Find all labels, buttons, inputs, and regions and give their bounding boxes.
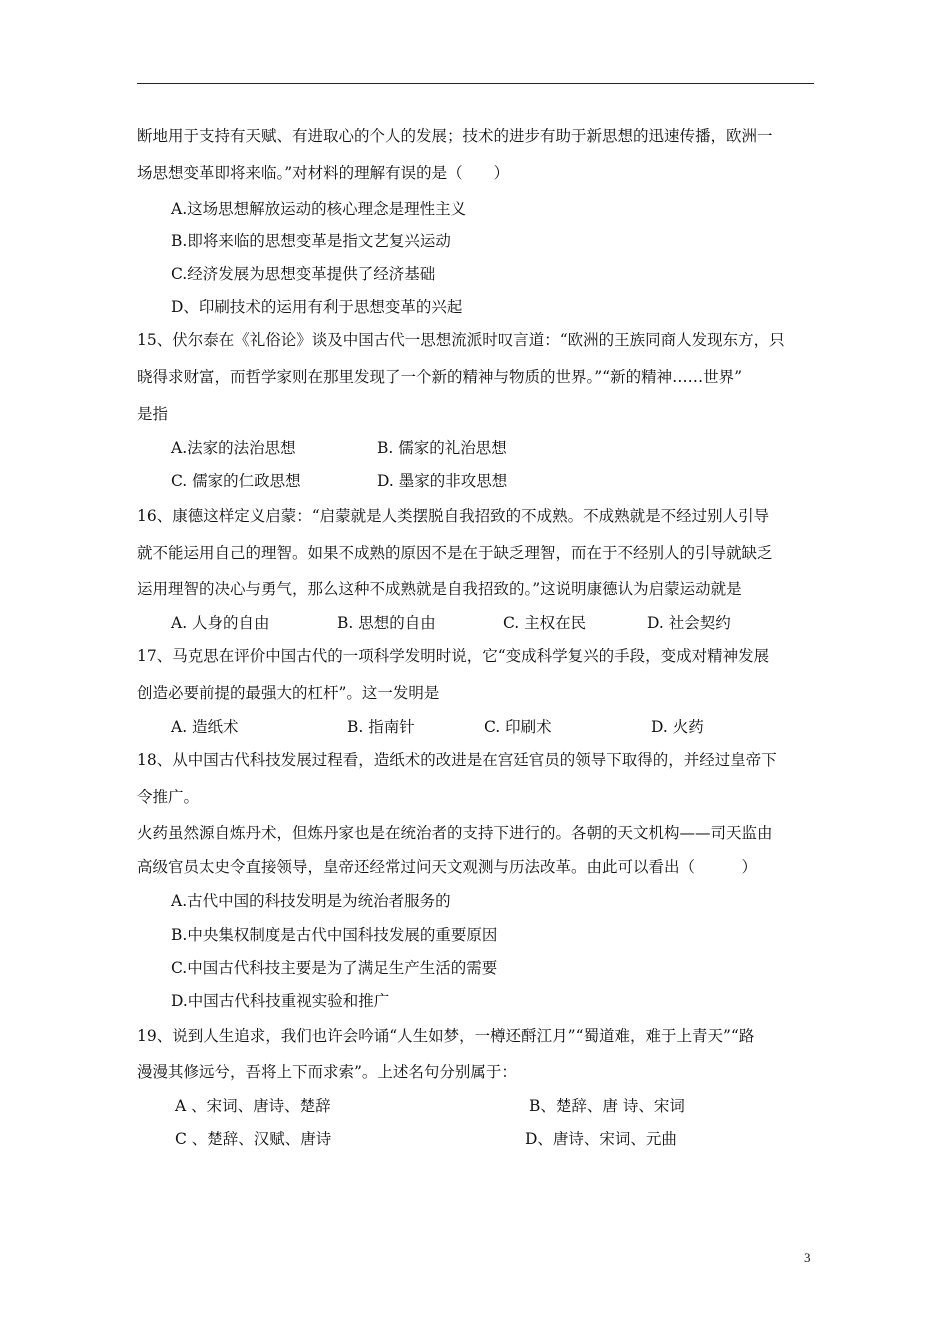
- q16-option-a: A. 人身的自由: [171, 614, 270, 632]
- q15-stem-line-1: 15、伏尔泰在《礼俗论》谈及中国古代一思想流派时叹言道：“欧洲的王族同商人发现东方，只: [137, 331, 785, 349]
- q14-line-2: 场思想变革即将来临。”对材料的理解有误的是（ ）: [137, 164, 510, 182]
- q14-option-d: D、印刷技术的运用有利于思想变革的兴起: [171, 298, 463, 316]
- q19-option-a: A 、宋词、唐诗、楚辞: [175, 1097, 331, 1115]
- q15-stem-line-3: 是指: [137, 405, 169, 423]
- q18-option-b: B.中央集权制度是古代中国科技发展的重要原因: [171, 926, 498, 944]
- q15-stem-line-2: 晓得求财富，而哲学家则在那里发现了一个新的精神与物质的世界。”“新的精神……世界”: [137, 368, 743, 386]
- q18-option-c: C.中国古代科技主要是为了满足生产生活的需要: [171, 959, 498, 977]
- q16-stem-line-1: 16、康德这样定义启蒙：“启蒙就是人类摆脱自我招致的不成熟。不成熟就是不经过别人引导: [137, 507, 770, 525]
- q17-stem-line-1: 17、马克思在评价中国古代的一项科学发明时说，它“变成科学复兴的手段，变成对精神发展: [137, 647, 770, 665]
- q17-stem-line-2: 创造必要前提的最强大的杠杆”。这一发明是: [137, 684, 440, 702]
- q15-option-b: B. 儒家的礼治思想: [377, 439, 507, 457]
- q14-option-c: C.经济发展为思想变革提供了经济基础: [171, 265, 436, 283]
- q14-option-b: B.即将来临的思想变革是指文艺复兴运动: [171, 232, 451, 250]
- q16-stem-line-2: 就不能运用自己的理智。如果不成熟的原因不是在于缺乏理智，而在于不经别人的引导就缺乏: [137, 544, 773, 562]
- q17-option-c: C. 印刷术: [484, 718, 552, 736]
- q18-stem-line-1: 18、从中国古代科技发展过程看，造纸术的改进是在宫廷官员的领导下取得的，并经过皇帝下: [137, 751, 777, 769]
- q19-option-d: D、唐诗、宋词、元曲: [525, 1130, 677, 1148]
- q19-option-c: C 、楚辞、汉赋、唐诗: [175, 1130, 332, 1148]
- q17-option-b: B. 指南针: [347, 718, 415, 736]
- q17-option-d: D. 火药: [651, 718, 704, 736]
- q14-option-a: A.这场思想解放运动的核心理念是理性主义: [171, 200, 467, 218]
- q18-stem-line-2: 令推广。: [137, 788, 200, 806]
- q18-stem-line-4: 高级官员太史令直接领导，皇帝还经常过问天文观测与历法改革。由此可以看出（ ）: [137, 858, 758, 876]
- q19-option-b: B、楚辞、唐 诗、宋词: [529, 1097, 685, 1115]
- q16-stem-line-3: 运用理智的决心与勇气，那么这种不成熟就是自我招致的。”这说明康德认为启蒙运动就是: [137, 580, 742, 598]
- q15-option-a: A.法家的法治思想: [171, 439, 296, 457]
- q15-option-c: C. 儒家的仁政思想: [171, 472, 301, 490]
- q19-stem-line-2: 漫漫其修远兮，吾将上下而求索”。上述名句分别属于：: [137, 1063, 517, 1081]
- q17-option-a: A. 造纸术: [171, 718, 239, 736]
- q18-stem-line-3: 火药虽然源自炼丹术，但炼丹家也是在统治者的支持下进行的。各朝的天文机构——司天监由: [137, 824, 773, 842]
- header-rule: [137, 83, 814, 84]
- q16-option-d: D. 社会契约: [647, 614, 731, 632]
- page-number: 3: [804, 1250, 811, 1265]
- q14-line-1: 断地用于支持有天赋、有进取心的个人的发展；技术的进步有助于新思想的迅速传播，欧洲一: [137, 127, 773, 145]
- q16-option-c: C. 主权在民: [503, 614, 587, 632]
- q18-option-a: A.古代中国的科技发明是为统治者服务的: [171, 892, 451, 910]
- q15-option-d: D. 墨家的非攻思想: [377, 472, 508, 490]
- q16-option-b: B. 思想的自由: [337, 614, 436, 632]
- q18-option-d: D.中国古代科技重视实验和推广: [171, 992, 390, 1010]
- q19-stem-line-1: 19、说到人生追求，我们也许会吟诵“人生如梦，一樽还酹江月”“蜀道难，难于上青天”“路: [137, 1027, 755, 1045]
